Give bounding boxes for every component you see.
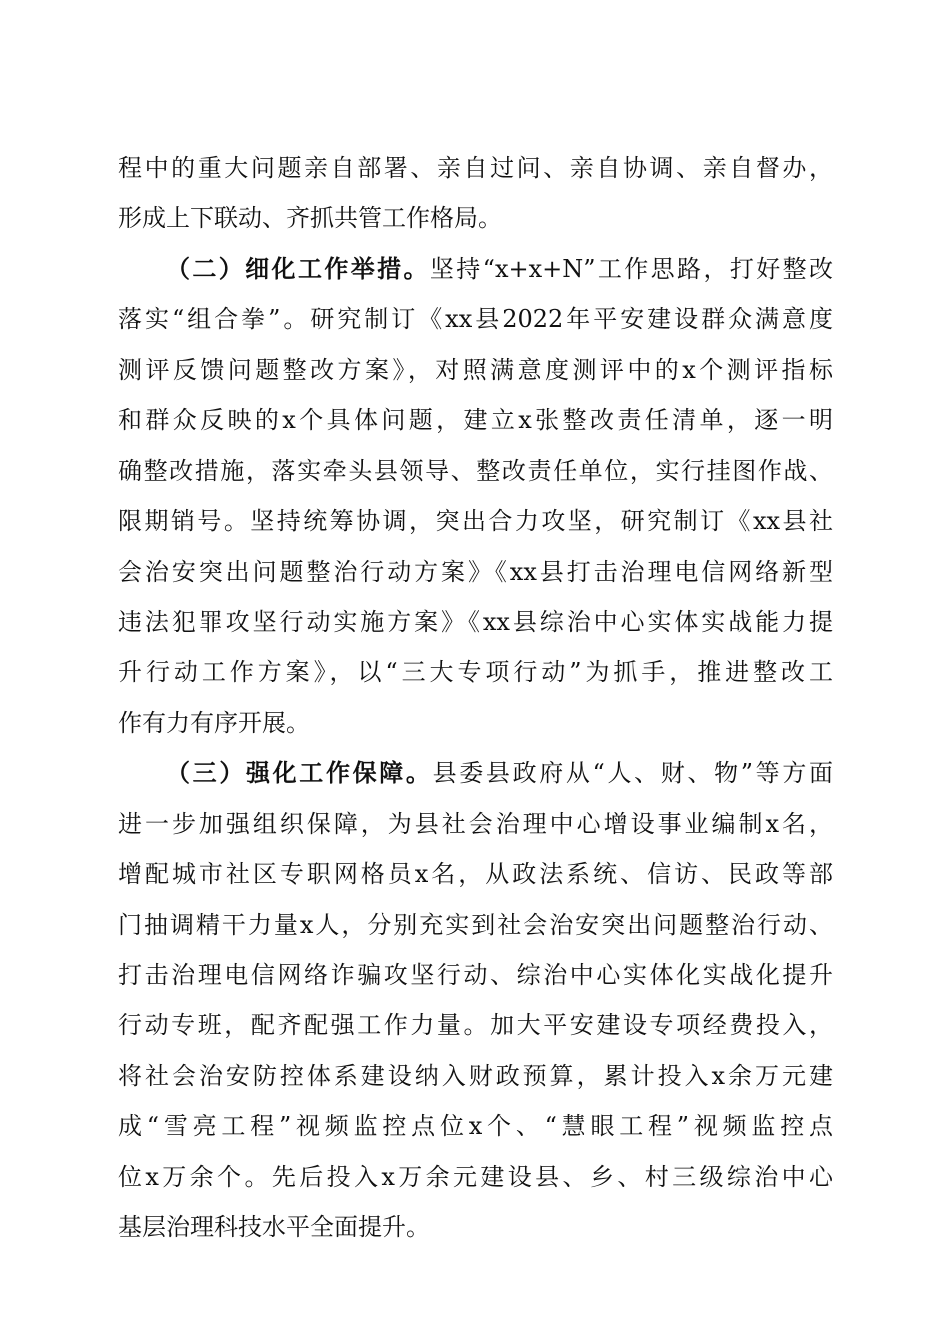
line-text: 门抽调精干力量x人，分别充实到社会治安突出问题整治行动、 <box>118 910 833 939</box>
text-line <box>118 547 833 597</box>
text-line <box>118 647 833 697</box>
line-text: 落实“组合拳”。研究制订《xx县2022年平安建设群众满意度 <box>118 305 833 334</box>
line-text: 打击治理电信网络诈骗攻坚行动、综治中心实体化实战化提升 <box>118 961 833 989</box>
text-line <box>118 244 833 294</box>
line-text: 位x万余个。先后投入x万余元建设县、乡、村三级综治中心 <box>118 1162 833 1191</box>
text-line <box>118 799 833 849</box>
line-text: 基层治理科技水平全面提升。 <box>118 1213 430 1242</box>
line-text: 确整改措施，落实牵头县领导、整改责任单位，实行挂图作战、 <box>118 456 833 485</box>
text-line <box>118 446 833 496</box>
text-line <box>118 496 833 546</box>
text-line <box>118 193 833 243</box>
text-line <box>118 395 833 445</box>
line-text: 会治安突出问题整治行动方案》《xx县打击治理电信网络新型 <box>118 557 833 586</box>
text-line <box>118 345 833 395</box>
text-line <box>118 1202 833 1252</box>
line-text: 限期销号。坚持统筹协调，突出合力攻坚，研究制订《xx县社 <box>118 507 833 536</box>
text-line <box>118 294 833 344</box>
line-text: 坚持“x+x+N”工作思路，打好整改 <box>429 254 833 283</box>
line-text: 测评反馈问题整改方案》，对照满意度测评中的x个测评指标 <box>118 355 833 384</box>
line-text: 升行动工作方案》，以“三大专项行动”为抓手，推进整改工 <box>118 658 833 687</box>
line-text: 县委县政府从“人、财、物”等方面 <box>432 759 833 788</box>
line-text: 增配城市社区专职网格员x名，从政法系统、信访、民政等部 <box>118 860 833 889</box>
line-text: 进一步加强组织保障，为县社会治理中心增设事业编制x名， <box>118 809 833 838</box>
paragraph-heading: （二）细化工作举措。 <box>166 253 430 283</box>
text-line <box>118 597 833 647</box>
line-text: 程中的重大问题亲自部署、亲自过问、亲自协调、亲自督办， <box>118 154 833 182</box>
text-line <box>118 698 833 748</box>
text-line <box>118 748 833 798</box>
text-line <box>118 1101 833 1151</box>
line-text: 行动专班，配齐配强工作力量。加大平安建设专项经费投入， <box>118 1011 833 1040</box>
line-text: 成“雪亮工程”视频监控点位x个、“慧眼工程”视频监控点 <box>118 1112 833 1141</box>
text-line <box>118 1152 833 1202</box>
document-body <box>118 143 833 1253</box>
text-line <box>118 950 833 1000</box>
line-text: 将社会治安防控体系建设纳入财政预算，累计投入x余万元建 <box>118 1061 833 1090</box>
text-line <box>118 849 833 899</box>
line-text: 违法犯罪攻坚行动实施方案》《xx县综治中心实体实战能力提 <box>118 607 833 636</box>
text-line <box>118 143 833 193</box>
text-line <box>118 1000 833 1050</box>
paragraph-heading: （三）强化工作保障。 <box>166 758 433 788</box>
line-text: 形成上下联动、齐抓共管工作格局。 <box>118 204 502 233</box>
text-line <box>118 900 833 950</box>
text-line <box>118 1051 833 1101</box>
line-text: 作有力有序开展。 <box>118 708 310 737</box>
line-text: 和群众反映的x个具体问题，建立x张整改责任清单，逐一明 <box>118 406 833 435</box>
